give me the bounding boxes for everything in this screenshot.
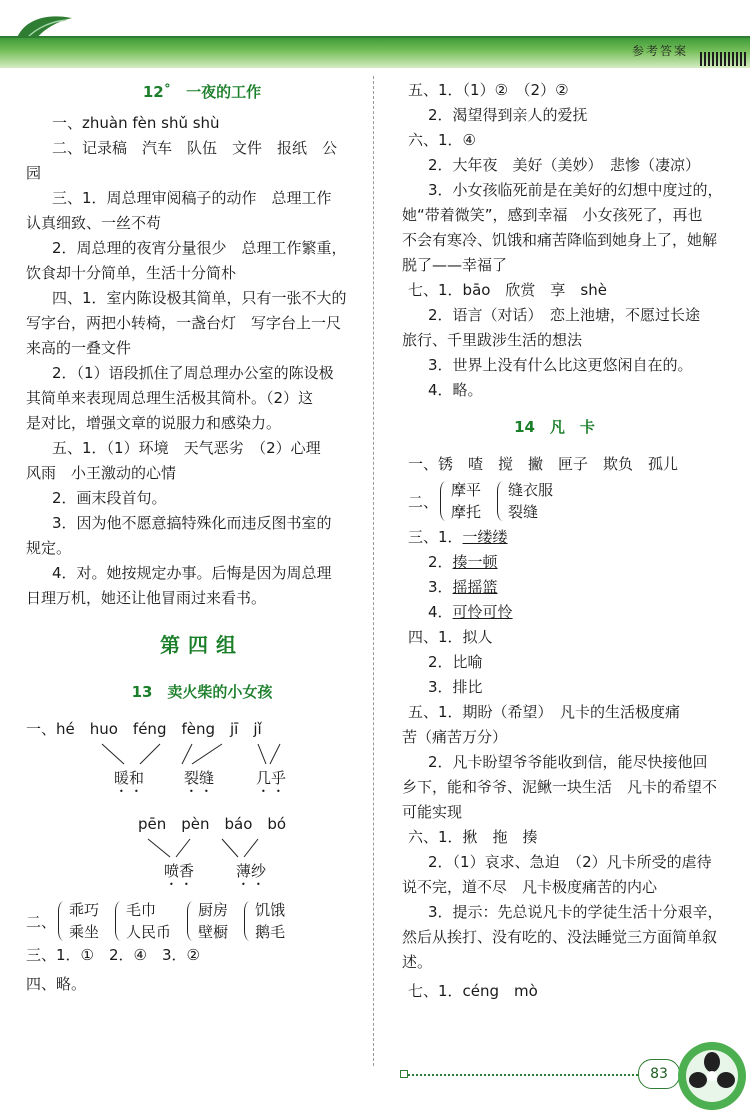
lesson-14-title: 14 凡 卡 [514, 418, 595, 436]
group-title: 第四组 [160, 633, 244, 657]
answer-line: 六、1．揪 拖 揍 [408, 828, 538, 846]
answer-line: 2．渴望得到亲人的爱抚 [428, 106, 588, 124]
answer-line: 2．大年夜 美好（美妙） 悲惨（凄凉） [428, 156, 701, 174]
underlined-answer: 揍一顿 [452, 553, 498, 571]
answer-line: 四、1．室内陈设极其简单，只有一张不大的 [52, 289, 347, 307]
answer-line: 五、1．期盼（希望） 凡卡的生活极度痛 [408, 703, 681, 721]
item-label: 4． [428, 603, 453, 621]
pinyin-connector-lines [52, 742, 312, 766]
answer-line: 四、1．拟人 [408, 628, 493, 646]
answer-line: 日理万机，她还让他冒雨过来看书。 [26, 589, 267, 607]
word: 裂缝 [184, 769, 215, 787]
answer-line: 规定。 [26, 539, 72, 557]
answer-line [428, 575, 707, 600]
word: 毛巾 [126, 901, 157, 919]
answer-line: 二、记录稿 汽车 队伍 文件 报纸 公 [52, 139, 338, 157]
answer-line: 一、zhuàn fèn shǔ shù [52, 114, 220, 132]
underlined-answer: 一缕缕 [462, 528, 508, 546]
item-label: 三、1． [408, 528, 463, 546]
answer-line: 一、锈 喳 搅 撇 匣子 欺负 孤儿 [408, 455, 679, 473]
answer-line: 2．比喻 [428, 653, 483, 671]
word: 乖巧 [69, 901, 100, 919]
item-label: 二、 [408, 492, 439, 511]
answer-line: 五、1．（1）② （2）② [408, 81, 569, 99]
pinyin-connector-lines [52, 837, 312, 859]
answer-line [428, 600, 707, 625]
item-label: 3． [428, 578, 453, 596]
answer-line: 4．对。她按规定办事。后悔是因为周总理 [52, 564, 332, 582]
word: 乘坐 [69, 923, 100, 941]
word: 饥饿 [255, 901, 286, 919]
word: 壁橱 [198, 923, 229, 941]
header-label: 参考答案 [632, 44, 689, 58]
answer-line: 述。 [402, 953, 433, 971]
answer-line [428, 550, 707, 575]
answer-line: 说不完，道不尽 凡卡极度痛苦的内心 [402, 878, 658, 896]
answer-line: 3．因为他不愿意搞特殊化而违反图书室的 [52, 514, 332, 532]
word-groups [26, 899, 352, 943]
answer-line: 认真细致、一丝不苟 [26, 214, 162, 232]
answer-line: 3．小女孩临死前是在美好的幻想中度过的， [428, 181, 723, 199]
pinyin-line: pēn pèn báo bó [138, 815, 287, 833]
word: 摩平 [451, 481, 482, 499]
answer-line: 2．画末段首句。 [52, 489, 167, 507]
answer-line: 四、略。 [26, 975, 87, 993]
page-number: 83 [638, 1059, 680, 1089]
answer-line: 三、1．① 2．④ 3．② [26, 946, 200, 964]
item-label: 2． [428, 553, 453, 571]
column-divider [373, 76, 375, 1066]
word: 薄纱 [236, 862, 267, 880]
answer-line: 七、1．bāo 欣赏 享 shè [408, 281, 607, 299]
flower-decoration-icon [670, 1036, 748, 1112]
word: 人民币 [126, 923, 172, 941]
answer-line: 然后从挨打、没有吃的、没法睡觉三方面简单叙 [402, 928, 718, 946]
word: 鹅毛 [255, 923, 286, 941]
left-column [26, 78, 352, 997]
answer-line: 3．排比 [428, 678, 483, 696]
answer-line: 是对比，增强文章的说服力和感染力。 [26, 414, 282, 432]
word: 裂缝 [508, 503, 539, 521]
answer-line: 三、1．周总理审阅稿子的动作 总理工作 [52, 189, 332, 207]
lesson-13-title: 13 卖火柴的小女孩 [131, 683, 273, 701]
answer-line: 旅行、千里跋涉生活的想法 [402, 331, 583, 349]
word: 暖和 [114, 769, 145, 787]
underlined-answer: 可怜可怜 [452, 603, 513, 621]
answer-line: 其简单来表现周总理生活极其简朴。（2）这 [26, 389, 314, 407]
answer-line: 饮食却十分简单，生活十分简朴 [26, 264, 237, 282]
answer-line: 来高的一叠文件 [26, 339, 132, 357]
answer-line: 2．（1）哀求、急迫 （2）凡卡所受的虐待 [428, 853, 712, 871]
word: 厨房 [198, 901, 229, 919]
lesson-12-title: 12˚ 一夜的工作 [142, 83, 262, 101]
answer-line: 六、1．④ [408, 131, 476, 149]
header-barcode-stripes [700, 52, 746, 66]
word: 喷香 [164, 862, 195, 880]
answer-line: 她“带着微笑”，感到幸福 小女孩死了，再也 [402, 206, 703, 224]
answer-line: 脱了——幸福了 [402, 256, 508, 274]
answer-line: 乡下，能和爷爷、泥鳅一块生活 凡卡的希望不 [402, 778, 718, 796]
answer-line: 五、1．（1）环境 天气恶劣 （2）心理 [52, 439, 321, 457]
word: 缝衣服 [508, 481, 554, 499]
pinyin-line: 一、hé huo féng fèng jī jǐ [26, 720, 262, 738]
answer-line [408, 525, 707, 550]
answer-line: 3．提示：先总说凡卡的学徒生活十分艰辛， [428, 903, 723, 921]
footer-dotted-rule [408, 1074, 638, 1076]
answer-line: 风雨 小王激动的心情 [26, 464, 177, 482]
answer-line: 苦（痛苦万分） [402, 728, 508, 746]
item-label: 二、 [26, 912, 57, 931]
answer-line: 不会有寒冷、饥饿和痛苦降临到她身上了，她解 [402, 231, 718, 249]
right-column [402, 78, 723, 1004]
footer-square-icon [400, 1070, 408, 1078]
answer-line: 2．语言（对话） 恋上池塘，不愿过长途 [428, 306, 701, 324]
answer-line: 写字台，两把小转椅，一盏台灯 写字台上一尺 [26, 314, 342, 332]
underlined-answer: 摇摇篮 [452, 578, 498, 596]
answer-line: 2．（1）语段抓住了周总理办公室的陈设极 [52, 364, 334, 382]
answer-line: 3．世界上没有什么比这更悠闲自在的。 [428, 356, 693, 374]
answer-line: 园 [26, 164, 42, 182]
answer-line: 2．周总理的夜宵分量很少 总理工作繁重， [52, 239, 347, 257]
answer-line: 七、1．céng mò [408, 982, 538, 1000]
word: 摩托 [451, 503, 482, 521]
word-groups [408, 479, 707, 523]
answer-line: 2．凡卡盼望爷爷能收到信，能尽快接他回 [428, 753, 708, 771]
word: 几乎 [256, 769, 287, 787]
answer-line: 可能实现 [402, 803, 463, 821]
answer-line: 4．略。 [428, 381, 483, 399]
